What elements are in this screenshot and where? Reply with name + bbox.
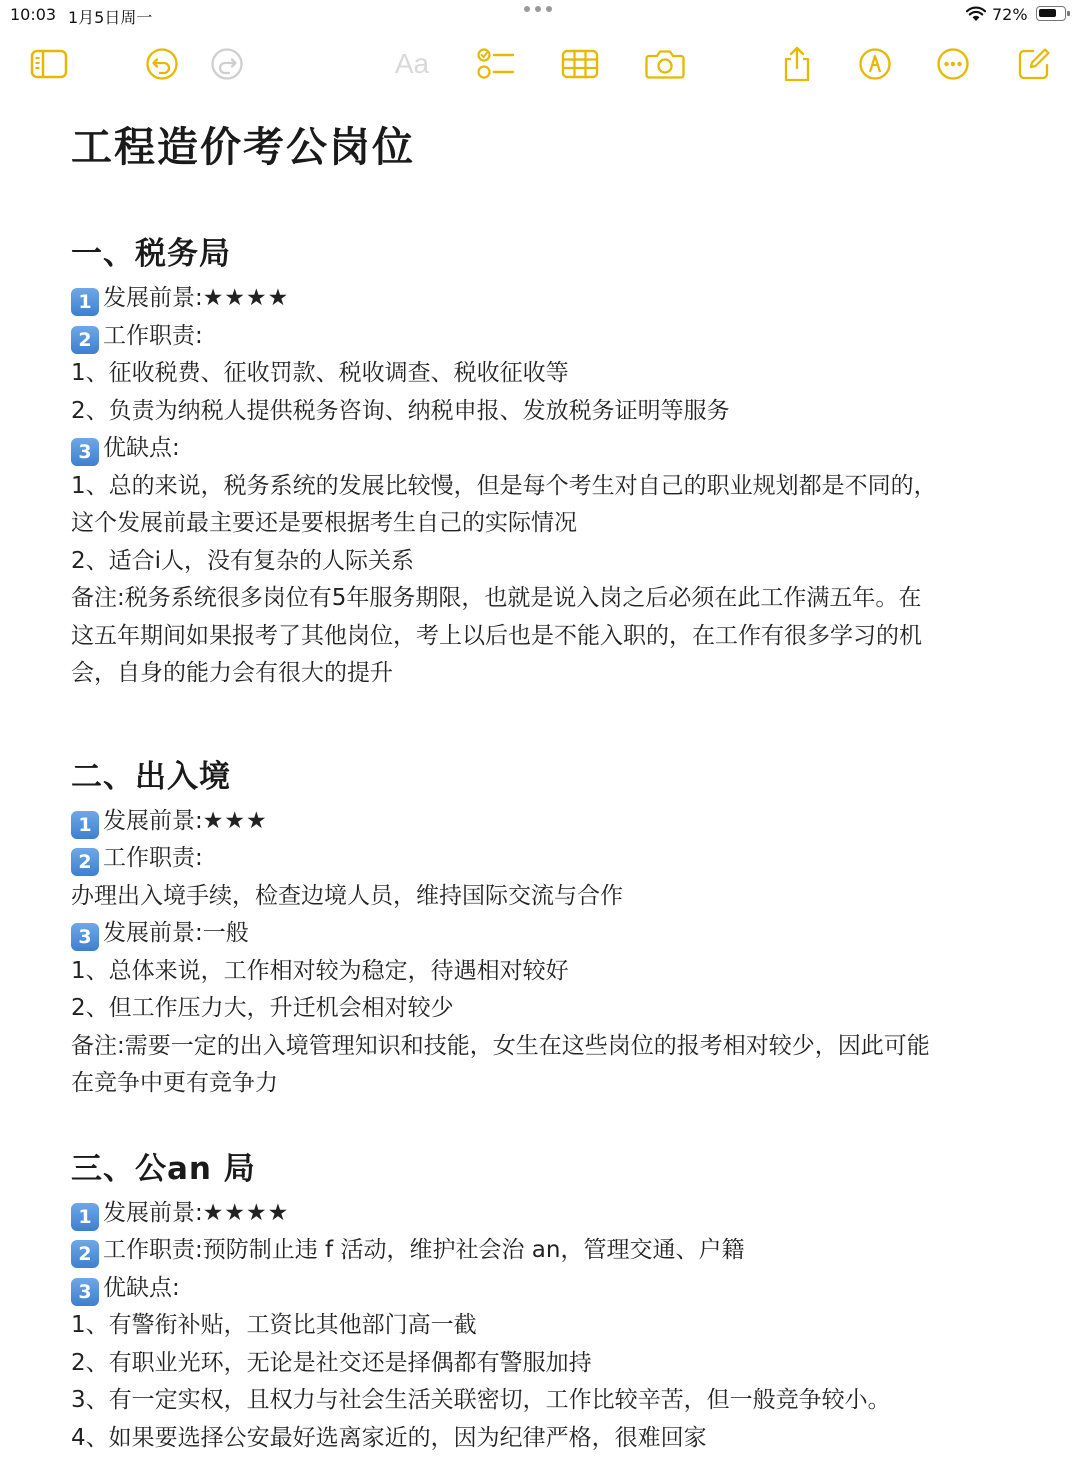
note-line (71, 355, 1021, 393)
checklist-icon (477, 47, 515, 81)
line-text: 1、总体来说，工作相对较为稳定，待遇相对较好 (71, 958, 569, 984)
note-line (71, 618, 1021, 656)
new-note-button[interactable] (1010, 40, 1058, 88)
line-label: 工作职责:预防制止违 f 活动，维护社会治 an，管理交通、户籍 (103, 1237, 744, 1263)
note-line (71, 840, 1021, 878)
status-date: 1月5日周一 (68, 5, 152, 28)
number-keycap-icon: 1 (71, 288, 99, 316)
text-format-button[interactable]: Aa (388, 40, 436, 88)
undo-icon (145, 47, 179, 81)
share-button[interactable] (773, 40, 821, 88)
note-line (71, 280, 1021, 318)
line-text: 2、负责为纳税人提供税务咨询、纳税申报、发放税务证明等服务 (71, 398, 730, 424)
note-line (71, 468, 1021, 506)
line-label: 发展前景: (103, 285, 203, 311)
note-line (71, 580, 1021, 618)
line-label: 发展前景: (103, 808, 203, 834)
number-keycap-icon: 2 (71, 1240, 99, 1268)
sidebar-toggle-button[interactable] (25, 40, 73, 88)
line-text: 这五年期间如果报考了其他岗位，考上以后也是不能入职的，在工作有很多学习的机 (71, 623, 922, 649)
note-line (71, 1420, 1021, 1457)
line-text: 办理出入境手续，检查边境人员，维持国际交流与合作 (71, 883, 623, 909)
note-line (71, 543, 1021, 581)
line-label: 工作职责: (103, 845, 203, 871)
section-heading: 三、公an 局 (71, 1147, 1021, 1191)
note-line (71, 1307, 1021, 1345)
note-line (71, 953, 1021, 991)
note-line (71, 1065, 1021, 1103)
number-keycap-icon: 3 (71, 1278, 99, 1306)
camera-button[interactable] (641, 40, 689, 88)
note-line (71, 505, 1021, 543)
line-text: 备注:税务系统很多岗位有5年服务期限，也就是说入岗之后必须在此工作满五年。在 (71, 585, 921, 611)
number-keycap-icon: 2 (71, 848, 99, 876)
redo-button[interactable] (203, 40, 251, 88)
sidebar-icon (30, 49, 68, 79)
note-line (71, 393, 1021, 431)
status-bar (0, 0, 1080, 30)
wifi-icon (966, 6, 986, 22)
table-button[interactable] (556, 40, 604, 88)
battery-percentage: 72% (992, 5, 1028, 24)
undo-button[interactable] (138, 40, 186, 88)
note-title: 工程造价考公岗位 (71, 118, 1021, 176)
note-line (71, 430, 1021, 468)
line-text: 会，自身的能力会有很大的提升 (71, 660, 393, 686)
rating-stars: ★★★ (203, 808, 268, 834)
note-line (71, 1382, 1021, 1420)
line-label: 优缺点: (103, 1275, 180, 1301)
rating-stars: ★★★★ (203, 285, 289, 311)
line-label: 优缺点: (103, 435, 180, 461)
markup-pen-icon (858, 47, 892, 81)
number-keycap-icon: 2 (71, 326, 99, 354)
line-text: 2、有职业光环，无论是社交还是择偶都有警服加持 (71, 1350, 592, 1376)
number-keycap-icon: 1 (71, 1203, 99, 1231)
note-line (71, 655, 1021, 693)
rating-stars: ★★★★ (203, 1200, 289, 1226)
line-text: 在竞争中更有竞争力 (71, 1070, 278, 1096)
line-text: 这个发展前最主要还是要根据考生自己的实际情况 (71, 510, 577, 536)
note-line (71, 915, 1021, 953)
note-line (71, 803, 1021, 841)
note-line (71, 1195, 1021, 1233)
note-line (71, 1028, 1021, 1066)
notes-toolbar (0, 40, 1080, 90)
table-icon (561, 49, 599, 79)
line-text: 备注:需要一定的出入境管理知识和技能，女生在这些岗位的报考相对较少，因此可能 (71, 1033, 930, 1059)
line-label: 发展前景: (103, 1200, 203, 1226)
line-text: 2、适合i人，没有复杂的人际关系 (71, 548, 414, 574)
status-time: 10:03 (10, 5, 56, 24)
line-text: 1、征收税费、征收罚款、税收调查、税收征收等 (71, 360, 569, 386)
battery-icon (1036, 6, 1066, 21)
note-line (71, 878, 1021, 916)
note-line (71, 1345, 1021, 1383)
note-line (71, 1232, 1021, 1270)
line-text: 1、有警衔补贴，工资比其他部门高一截 (71, 1312, 477, 1338)
note-line (71, 1270, 1021, 1308)
line-label: 工作职责: (103, 323, 203, 349)
number-keycap-icon: 3 (71, 438, 99, 466)
line-label: 发展前景:一般 (103, 920, 249, 946)
redo-icon (210, 47, 244, 81)
section-heading: 二、出入境 (71, 755, 1021, 799)
multitasking-dots-icon[interactable] (524, 6, 552, 12)
share-icon (781, 45, 813, 83)
line-text: 4、如果要选择公安最好选离家近的，因为纪律严格，很难回家 (71, 1425, 707, 1451)
more-options-button[interactable] (929, 40, 977, 88)
line-text: 2、但工作压力大，升迁机会相对较少 (71, 995, 454, 1021)
markup-button[interactable] (851, 40, 899, 88)
line-text: 3、有一定实权，且权力与社会生活关联密切，工作比较辛苦，但一般竞争较小。 (71, 1387, 891, 1413)
line-text: 1、总的来说，税务系统的发展比较慢，但是每个考生对自己的职业规划都是不同的， (71, 473, 937, 499)
section-heading: 一、税务局 (71, 232, 1021, 276)
more-icon (936, 47, 970, 81)
number-keycap-icon: 1 (71, 811, 99, 839)
number-keycap-icon: 3 (71, 923, 99, 951)
note-line (71, 990, 1021, 1028)
note-line (71, 318, 1021, 356)
compose-icon (1017, 47, 1051, 81)
checklist-button[interactable] (472, 40, 520, 88)
note-body[interactable] (71, 118, 1021, 1457)
camera-icon (645, 48, 685, 80)
